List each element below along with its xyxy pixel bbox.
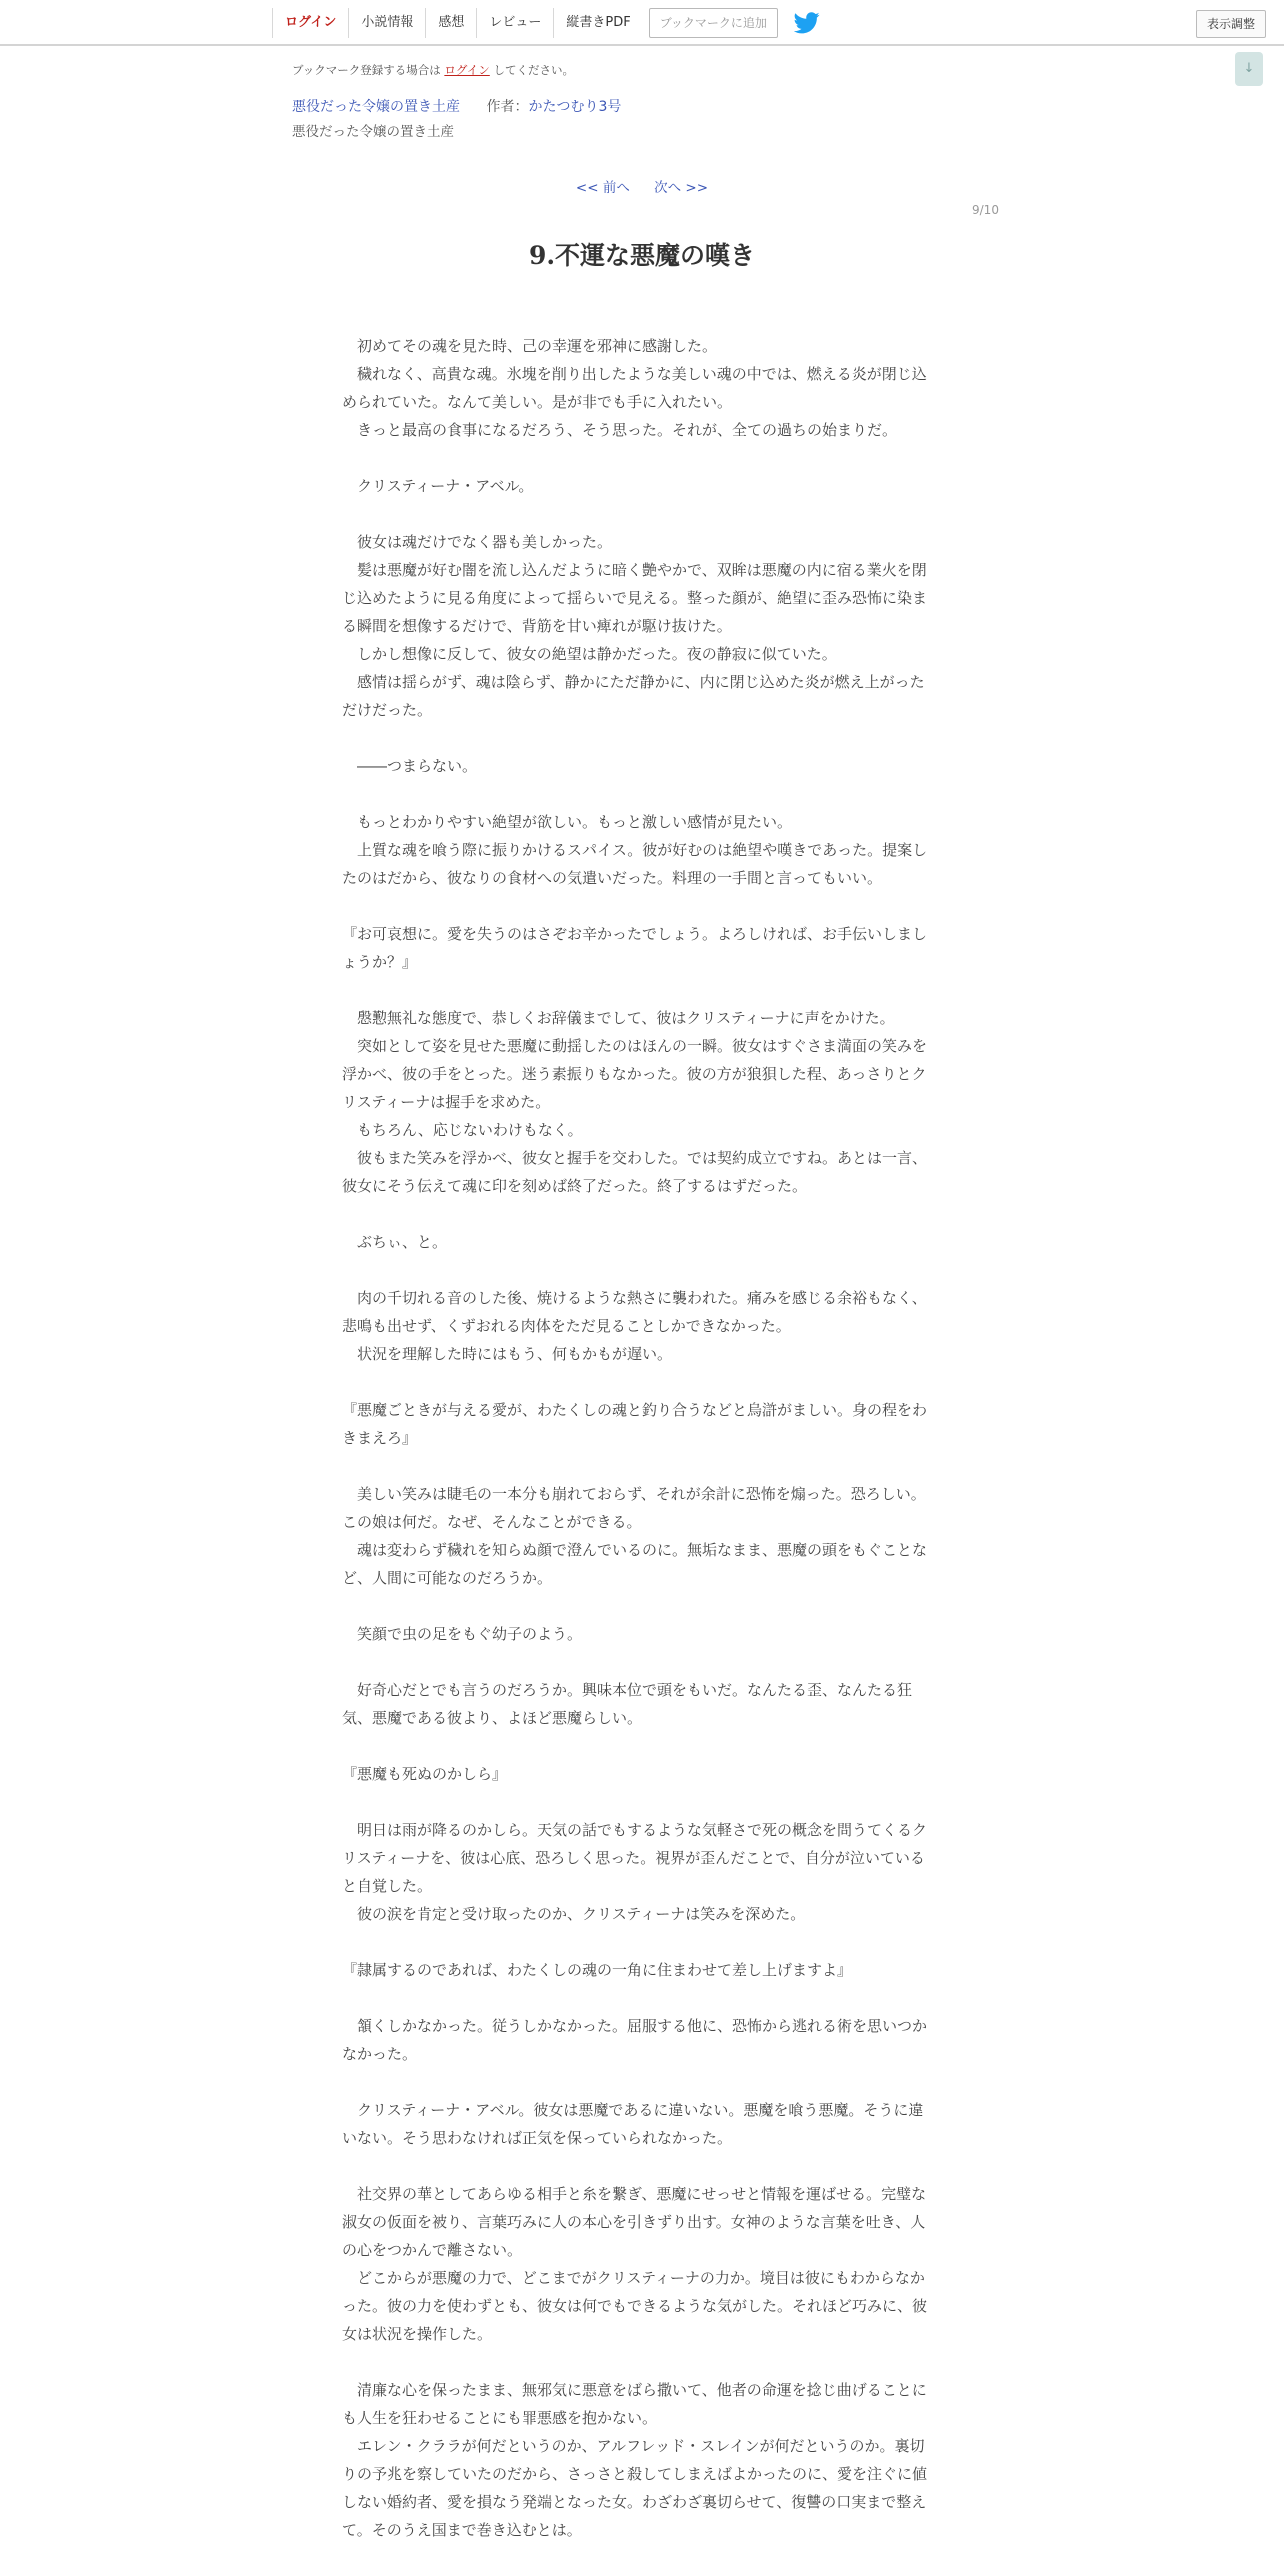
twitter-bird-icon[interactable] [794,12,820,34]
author-label: 作者： [486,99,529,115]
novel-header [292,96,621,116]
body-paragraph: 笑顔で虫の足をもぐ幼子のよう。 [342,1625,583,1643]
notice-prefix: ブックマーク登録する場合は [292,63,441,77]
vertical-pdf-link[interactable]: 縦書きPDF [553,8,642,38]
blank-line [342,500,936,528]
body-paragraph: 状況を理解した時にはもう、何もかもが遅い。 [342,1345,673,1363]
blank-line [342,1452,936,1480]
novel-subtitle: 悪役だった令嬢の置き土産 [292,124,454,140]
body-paragraph: もっとわかりやすい絶望が欲しい。もっと激しい感情が見たい。 [342,813,793,831]
body-paragraph: 彼女は魂だけでなく器も美しかった。 [342,533,613,551]
next-chapter-link[interactable]: 次へ >> [654,180,709,196]
blank-line [342,1256,936,1284]
review-link[interactable]: レビュー [476,8,553,38]
blank-line [342,780,936,808]
blank-line [342,1928,936,1956]
impressions-link[interactable]: 感想 [425,8,476,38]
body-paragraph: 肉の千切れる音のした後、焼けるような熱さに襲われた。痛みを感じる余裕もなく、悲鳴も出せず、くずおれる肉体をただ見ることしかできなかった。 [342,1289,927,1335]
blank-line [342,892,936,920]
blank-line [342,1732,936,1760]
blank-line [342,1648,936,1676]
top-nav-bar [0,0,1284,46]
chapter-body [342,332,936,2544]
arrow-down-icon: ↓ [1243,61,1255,76]
body-paragraph: 初めてその魂を見た時、己の幸運を邪神に感謝した。 [342,337,718,355]
body-paragraph: ぶちぃ、と。 [342,1233,448,1251]
body-paragraph: 『悪魔も死ぬのかしら』 [342,1765,508,1783]
novel-title-link[interactable]: 悪役だった令嬢の置き土産 [292,99,460,115]
body-paragraph: 『悪魔ごときが与える愛が、わたくしの魂と釣り合うなどと烏滸がましい。身の程をわきまえろ』 [342,1401,928,1447]
body-paragraph: 清廉な心を保ったまま、無邪気に悪意をばら撒いて、他者の命運を捻じ曲げることにも人生を狂わせることにも罪悪感を抱かない。 [342,2381,927,2427]
main-nav [272,0,820,46]
notice-login-link[interactable]: ログイン [444,63,490,77]
body-paragraph: 魂は変わらず穢れを知らぬ顔で澄んでいるのに。無垢なまま、悪魔の頭をもぐことなど、人間に可能なのだろうか。 [342,1541,928,1587]
notice-suffix: してください。 [493,63,574,77]
chapter-pager [0,176,1284,196]
body-paragraph: クリスティーナ・アベル。 [342,477,534,495]
body-paragraph: 好奇心だとでも言うのだろうか。興味本位で頭をもいだ。なんたる歪、なんたる狂気、悪魔である彼より、よほど悪魔らしい。 [342,1681,913,1727]
body-paragraph: 明日は雨が降るのかしら。天気の話でもするような気軽さで死の概念を問うてくるクリスティーナを、彼は心底、恐ろしく思った。視界が歪んだことで、自分が泣いていると自覚した。 [342,1821,928,1895]
body-paragraph: 社交界の華としてあらゆる相手と糸を繋ぎ、悪魔にせっせと情報を運ばせる。完璧な淑女の仮面を被り、言葉巧みに人の本心を引きずり出す。女神のような言葉を吐き、人の心をつかんで離さない。 [342,2185,927,2259]
body-paragraph: 感情は揺らがず、魂は陰らず、静かにただ静かに、内に閉じ込めた炎が燃え上がっただけだった。 [342,673,925,719]
blank-line [342,444,936,472]
body-paragraph: 『お可哀想に。愛を失うのはさぞお辛かったでしょう。よろしければ、お手伝いしましょうか？』 [342,925,928,971]
page-indicator: 9/10 [972,203,999,217]
body-paragraph: 美しい笑みは睫毛の一本分も崩れておらず、それが余計に恐怖を煽った。恐ろしい。この娘は何だ。なぜ、そんなことができる。 [342,1485,926,1531]
body-paragraph: 髪は悪魔が好む闇を流し込んだように暗く艶やかで、双眸は悪魔の内に宿る業火を閉じ込めたように見る角度によって揺らいで見える。整った顔が、絶望に歪み恐怖に染まる瞬間を想像するだけで、背筋を甘い痺れが駆け抜けた。 [342,561,928,635]
blank-line [342,1984,936,2012]
body-paragraph: 彼の涙を肯定と受け取ったのか、クリスティーナは笑みを深めた。 [342,1905,806,1923]
blank-line [342,1592,936,1620]
body-paragraph: 上質な魂を喰う際に振りかけるスパイス。彼が好むのは絶望や嘆きであった。提案したのはだから、彼なりの食材への気遣いだった。料理の一手間と言ってもいい。 [342,841,928,887]
body-paragraph: きっと最高の食事になるだろう、そう思った。それが、全ての過ちの始まりだ。 [342,421,898,439]
blank-line [342,2068,936,2096]
bookmark-login-notice [292,62,574,78]
prev-chapter-link[interactable]: << 前へ [575,180,630,196]
blank-line [342,2348,936,2376]
body-paragraph: しかし想像に反して、彼女の絶望は静かだった。夜の静寂に似ていた。 [342,645,837,663]
display-settings-button[interactable]: 表示調整 [1196,10,1266,38]
body-paragraph: 慇懃無礼な態度で、恭しくお辞儀までして、彼はクリスティーナに声をかけた。 [342,1009,895,1027]
blank-line [342,1200,936,1228]
body-paragraph: 突如として姿を見せた悪魔に動揺したのはほんの一瞬。彼女はすぐさま満面の笑みを浮かべ、彼の手をとった。迷う素振りもなかった。彼の方が狼狽した程、あっさりとクリスティーナは握手を求めた。 [342,1037,928,1111]
body-paragraph: もちろん、応じないわけもなく。 [342,1121,583,1139]
add-bookmark-button[interactable]: ブックマークに追加 [649,8,778,38]
chapter-title: 9.不運な悪魔の嘆き [528,241,756,270]
author-link[interactable]: かたつむり3号 [528,99,622,115]
body-paragraph: 穢れなく、高貴な魂。氷塊を削り出したような美しい魂の中では、燃える炎が閉じ込められていた。なんて美しい。是が非でも手に入れたい。 [342,365,927,411]
body-paragraph: どこからが悪魔の力で、どこまでがクリスティーナの力か。境目は彼にもわからなかった。彼の力を使わずとも、彼女は何でもできるような気がした。それほど巧みに、彼女は状況を操作した。 [342,2269,928,2343]
blank-line [342,724,936,752]
login-link[interactable]: ログイン [272,8,348,38]
body-paragraph: エレン・クララが何だというのか、アルフレッド・スレインが何だというのか。裏切りの予兆を察していたのだから、さっさと殺してしまえばよかったのに、愛を注ぐに値しない婚約者、愛を損なう発端となった女。わざわざ裏切らせて、復讐の口実まで整えて。そのうえ国まで巻き込むとは。 [342,2437,928,2539]
blank-line [342,976,936,1004]
body-paragraph: 頷くしかなかった。従うしかなかった。屈服する他に、恐怖から逃れる術を思いつかなかった。 [342,2017,928,2063]
body-paragraph: 彼もまた笑みを浮かべ、彼女と握手を交わした。では契約成立ですね。あとは一言、彼女にそう伝えて魂に印を刻めば終了だった。終了するはずだった。 [342,1149,928,1195]
scroll-down-button[interactable] [1235,52,1263,86]
blank-line [342,1788,936,1816]
blank-line [342,1368,936,1396]
novel-info-link[interactable]: 小説情報 [348,8,425,38]
blank-line [342,2152,936,2180]
body-paragraph: クリスティーナ・アベル。彼女は悪魔であるに違いない。悪魔を喰う悪魔。そうに違いない。そう思わなければ正気を保っていられなかった。 [342,2101,924,2147]
body-paragraph: ――つまらない。 [342,757,478,775]
body-paragraph: 『隷属するのであれば、わたくしの魂の一角に住まわせて差し上げますよ』 [342,1961,853,1979]
